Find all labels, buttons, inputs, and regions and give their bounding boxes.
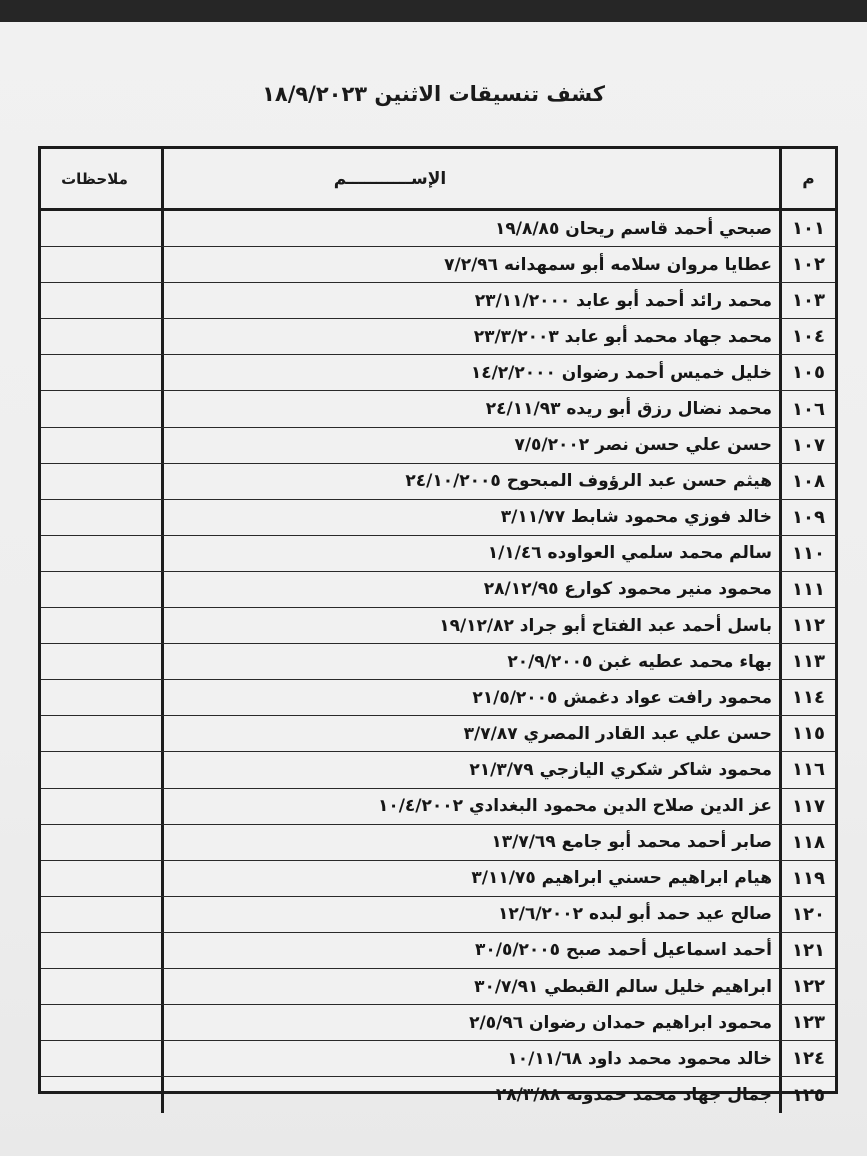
row-name: حسن علي عبد القادر المصري ٣/٧/٨٧ — [161, 716, 776, 751]
table-header — [41, 149, 835, 211]
row-number: ١١٥ — [779, 716, 835, 751]
row-number: ١٠٩ — [779, 500, 835, 535]
row-number: ١١٤ — [779, 680, 835, 715]
table-row — [41, 1005, 835, 1041]
row-notes — [41, 536, 148, 571]
row-name: محمود ابراهيم حمدان رضوان ٢/٥/٩٦ — [161, 1005, 776, 1040]
table-row — [41, 861, 835, 897]
table-row — [41, 355, 835, 391]
table-row — [41, 969, 835, 1005]
row-number: ١٠١ — [779, 211, 835, 246]
row-notes — [41, 789, 148, 824]
row-notes — [41, 752, 148, 787]
table-row — [41, 464, 835, 500]
row-notes — [41, 644, 148, 679]
row-number: ١١٦ — [779, 752, 835, 787]
header-number: م — [779, 149, 835, 208]
table-row — [41, 1077, 835, 1113]
row-name: محمد رائد أحمد أبو عابد ٢٣/١١/٢٠٠٠ — [161, 283, 776, 318]
table-row — [41, 247, 835, 283]
row-notes — [41, 391, 148, 426]
row-number: ١٠٥ — [779, 355, 835, 390]
row-name: محمد جهاد محمد أبو عابد ٢٣/٣/٢٠٠٣ — [161, 319, 776, 354]
row-notes — [41, 319, 148, 354]
row-name: صالح عيد حمد أبو لبده ١٢/٦/٢٠٠٢ — [161, 897, 776, 932]
table-row — [41, 716, 835, 752]
row-name: محمد نضال رزق أبو ريده ٢٤/١١/٩٣ — [161, 391, 776, 426]
row-notes — [41, 500, 148, 535]
row-name: جمال جهاد محمد حمدونه ٢٨/٣/٨٨ — [161, 1077, 776, 1113]
row-notes — [41, 572, 148, 607]
row-name: ابراهيم خليل سالم القبطي ٣٠/٧/٩١ — [161, 969, 776, 1004]
row-number: ١٠٨ — [779, 464, 835, 499]
table-row — [41, 933, 835, 969]
names-table — [38, 146, 838, 1106]
row-notes — [41, 464, 148, 499]
row-notes — [41, 969, 148, 1004]
row-name: عطايا مروان سلامه أبو سمهدانه ٧/٢/٩٦ — [161, 247, 776, 282]
table-row — [41, 211, 835, 247]
table-body — [41, 211, 835, 1106]
row-name: حسن علي حسن نصر ٧/٥/٢٠٠٢ — [161, 428, 776, 463]
row-number: ١٠٧ — [779, 428, 835, 463]
row-number: ١١٨ — [779, 825, 835, 860]
row-notes — [41, 211, 148, 246]
row-notes — [41, 680, 148, 715]
table-row — [41, 608, 835, 644]
header-name: الإســـــــــــم — [161, 149, 776, 208]
row-name: محمود رافت عواد دغمش ٢١/٥/٢٠٠٥ — [161, 680, 776, 715]
table-row — [41, 500, 835, 536]
row-number: ١٢٠ — [779, 897, 835, 932]
table-row — [41, 428, 835, 464]
row-name: صابر أحمد محمد أبو جامع ١٣/٧/٦٩ — [161, 825, 776, 860]
row-name: عز الدين صلاح الدين محمود البغدادي ١٠/٤/٢٠٠٢ — [161, 789, 776, 824]
row-name: بهاء محمد عطيه غبن ٢٠/٩/٢٠٠٥ — [161, 644, 776, 679]
row-number: ١٠٦ — [779, 391, 835, 426]
row-notes — [41, 825, 148, 860]
row-notes — [41, 428, 148, 463]
row-name: محمود منير محمود كوارع ٢٨/١٢/٩٥ — [161, 572, 776, 607]
table-row — [41, 283, 835, 319]
row-name: صبحي أحمد قاسم ريحان ١٩/٨/٨٥ — [161, 211, 776, 246]
row-notes — [41, 1077, 148, 1113]
row-number: ١٢٥ — [779, 1077, 835, 1113]
table-row — [41, 319, 835, 355]
row-name: أحمد اسماعيل أحمد صبح ٣٠/٥/٢٠٠٥ — [161, 933, 776, 968]
table-row — [41, 536, 835, 572]
header-notes: ملاحظات — [61, 169, 128, 188]
row-notes — [41, 1041, 148, 1076]
row-notes — [41, 247, 148, 282]
row-notes — [41, 897, 148, 932]
row-number: ١٢٣ — [779, 1005, 835, 1040]
row-number: ١١٧ — [779, 789, 835, 824]
row-number: ١١٢ — [779, 608, 835, 643]
row-notes — [41, 933, 148, 968]
row-number: ١٢٢ — [779, 969, 835, 1004]
document-title: كشف تنسيقات الاثنين ١٨/٩/٢٠٢٣ — [262, 82, 605, 106]
row-notes — [41, 355, 148, 390]
row-number: ١١٠ — [779, 536, 835, 571]
row-number: ١٠٢ — [779, 247, 835, 282]
row-name: باسل أحمد عبد الفتاح أبو جراد ١٩/١٢/٨٢ — [161, 608, 776, 643]
row-number: ١٠٤ — [779, 319, 835, 354]
row-number: ١٢٤ — [779, 1041, 835, 1076]
table-row — [41, 680, 835, 716]
row-number: ١١١ — [779, 572, 835, 607]
row-name: سالم محمد سلمي العواوده ١/١/٤٦ — [161, 536, 776, 571]
row-notes — [41, 608, 148, 643]
row-name: خالد فوزي محمود شابط ٣/١١/٧٧ — [161, 500, 776, 535]
table-row — [41, 391, 835, 427]
table-row — [41, 572, 835, 608]
table-row — [41, 752, 835, 788]
row-name: خليل خميس أحمد رضوان ١٤/٢/٢٠٠٠ — [161, 355, 776, 390]
row-name: خالد محمود محمد داود ١٠/١١/٦٨ — [161, 1041, 776, 1076]
row-number: ١١٣ — [779, 644, 835, 679]
row-notes — [41, 716, 148, 751]
table-row — [41, 644, 835, 680]
row-name: هيثم حسن عبد الرؤوف المبحوح ٢٤/١٠/٢٠٠٥ — [161, 464, 776, 499]
table-row — [41, 897, 835, 933]
table-row — [41, 1041, 835, 1077]
row-name: محمود شاكر شكري اليازجي ٢١/٣/٧٩ — [161, 752, 776, 787]
table-row — [41, 825, 835, 861]
row-number: ١١٩ — [779, 861, 835, 896]
row-number: ١٠٣ — [779, 283, 835, 318]
table-row — [41, 789, 835, 825]
row-notes — [41, 283, 148, 318]
row-notes — [41, 1005, 148, 1040]
row-notes — [41, 861, 148, 896]
row-number: ١٢١ — [779, 933, 835, 968]
row-name: هيام ابراهيم حسني ابراهيم ٣/١١/٧٥ — [161, 861, 776, 896]
